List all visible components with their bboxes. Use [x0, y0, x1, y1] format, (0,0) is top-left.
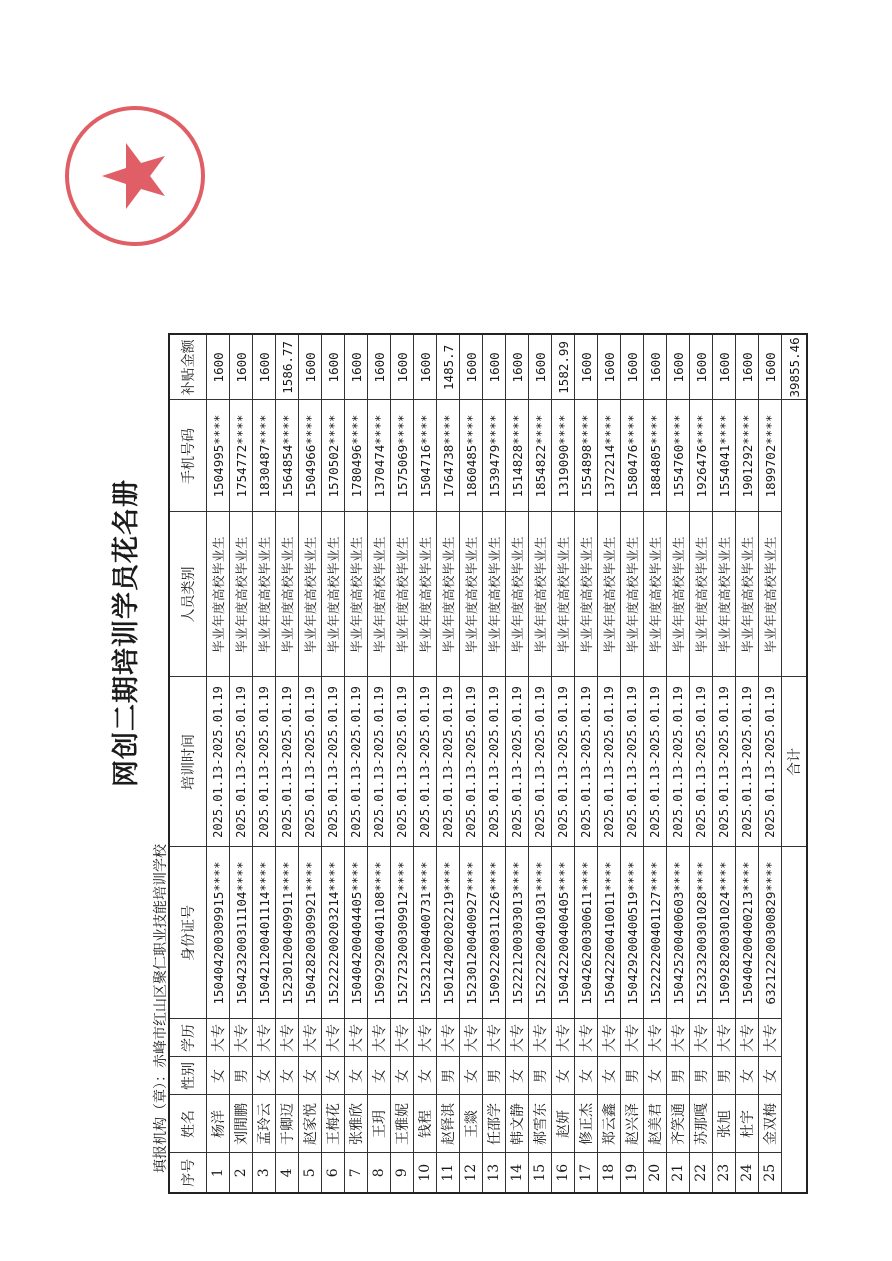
filing-organization: [150, 844, 170, 1173]
row-phone: 1575069****: [391, 400, 414, 512]
row-index: 24: [736, 1153, 759, 1193]
row-name: 杜宇: [736, 1095, 759, 1153]
row-subsidy: 1600: [207, 334, 230, 400]
row-subsidy: 1600: [759, 334, 782, 400]
row-subsidy: 1600: [713, 334, 736, 400]
row-name: 赵家悦: [299, 1095, 322, 1153]
total-row: [782, 334, 808, 1193]
row-phone: 1830487****: [253, 400, 276, 512]
row-category: 毕业年度高校毕业生: [299, 512, 322, 677]
header-gender: 性别: [169, 1057, 207, 1095]
row-education: 大专: [759, 1019, 782, 1057]
table-row: [230, 334, 253, 1193]
row-subsidy: 1600: [529, 334, 552, 400]
row-phone: 1754772****: [230, 400, 253, 512]
row-gender: 女: [253, 1057, 276, 1095]
row-index: 15: [529, 1153, 552, 1193]
row-index: 4: [276, 1153, 299, 1193]
header-index: 序号: [169, 1153, 207, 1193]
table-row: [713, 334, 736, 1193]
row-name: 于卿迈: [276, 1095, 299, 1153]
row-phone: 1564854****: [276, 400, 299, 512]
row-id-number: 150421200401114****: [253, 847, 276, 1019]
row-education: 大专: [437, 1019, 460, 1057]
table-row: [207, 334, 230, 1193]
row-phone: 1926476****: [690, 400, 713, 512]
row-training-time: 2025.01.13-2025.01.19: [713, 677, 736, 847]
row-category: 毕业年度高校毕业生: [552, 512, 575, 677]
roster-body: [207, 334, 782, 1193]
row-training-time: 2025.01.13-2025.01.19: [345, 677, 368, 847]
row-phone: 1319090****: [552, 400, 575, 512]
table-row: [598, 334, 621, 1193]
row-gender: 男: [529, 1057, 552, 1095]
table-row: [253, 334, 276, 1193]
row-id-number: 150428200309921****: [299, 847, 322, 1019]
row-gender: 女: [276, 1057, 299, 1095]
row-education: 大专: [713, 1019, 736, 1057]
row-education: 大专: [207, 1019, 230, 1057]
row-training-time: 2025.01.13-2025.01.19: [437, 677, 460, 847]
row-phone: 1860485****: [460, 400, 483, 512]
row-gender: 男: [713, 1057, 736, 1095]
row-category: 毕业年度高校毕业生: [368, 512, 391, 677]
row-index: 25: [759, 1153, 782, 1193]
row-category: 毕业年度高校毕业生: [598, 512, 621, 677]
row-subsidy: 1600: [253, 334, 276, 400]
row-index: 23: [713, 1153, 736, 1193]
table-row: [529, 334, 552, 1193]
row-name: 金双梅: [759, 1095, 782, 1153]
row-id-number: 150404200404405****: [345, 847, 368, 1019]
row-subsidy: 1586.77: [276, 334, 299, 400]
row-training-time: 2025.01.13-2025.01.19: [483, 677, 506, 847]
row-gender: 女: [552, 1057, 575, 1095]
row-category: 毕业年度高校毕业生: [575, 512, 598, 677]
row-subsidy: 1600: [460, 334, 483, 400]
row-subsidy: 1600: [483, 334, 506, 400]
row-training-time: 2025.01.13-2025.01.19: [253, 677, 276, 847]
row-subsidy: 1600: [391, 334, 414, 400]
total-spacer: [782, 847, 808, 1193]
row-training-time: 2025.01.13-2025.01.19: [368, 677, 391, 847]
header-subsidy: 补贴金额: [169, 334, 207, 400]
table-row: [483, 334, 506, 1193]
row-phone: 1884805****: [644, 400, 667, 512]
row-category: 毕业年度高校毕业生: [207, 512, 230, 677]
row-education: 大专: [690, 1019, 713, 1057]
row-subsidy: 1600: [322, 334, 345, 400]
row-subsidy: 1600: [621, 334, 644, 400]
row-gender: 男: [690, 1057, 713, 1095]
table-row: [644, 334, 667, 1193]
row-phone: 1901292****: [736, 400, 759, 512]
row-category: 毕业年度高校毕业生: [253, 512, 276, 677]
table-row: [276, 334, 299, 1193]
total-label: 合计: [782, 677, 808, 847]
row-index: 11: [437, 1153, 460, 1193]
row-phone: 1504966****: [299, 400, 322, 512]
row-id-number: 150928200301024****: [713, 847, 736, 1019]
row-id-number: 150922200311226****: [483, 847, 506, 1019]
row-id-number: 150422200400405****: [552, 847, 575, 1019]
table-row: [506, 334, 529, 1193]
row-index: 20: [644, 1153, 667, 1193]
table-row: [368, 334, 391, 1193]
row-id-number: 150422200410011****: [598, 847, 621, 1019]
table-row: [759, 334, 782, 1193]
row-index: 18: [598, 1153, 621, 1193]
row-id-number: 150423200311104****: [230, 847, 253, 1019]
row-index: 13: [483, 1153, 506, 1193]
row-training-time: 2025.01.13-2025.01.19: [759, 677, 782, 847]
row-index: 7: [345, 1153, 368, 1193]
row-name: 张雅欣: [345, 1095, 368, 1153]
table-row: [414, 334, 437, 1193]
row-id-number: 152301200400927****: [460, 847, 483, 1019]
row-name: 钱程: [414, 1095, 437, 1153]
row-subsidy: 1600: [414, 334, 437, 400]
row-subsidy: 1582.99: [552, 334, 575, 400]
row-subsidy: 1600: [667, 334, 690, 400]
row-phone: 1504995****: [207, 400, 230, 512]
header-education: 学历: [169, 1019, 207, 1057]
row-education: 大专: [736, 1019, 759, 1057]
row-category: 毕业年度高校毕业生: [230, 512, 253, 677]
row-name: 苏那嘎: [690, 1095, 713, 1153]
row-id-number: 150425200400603****: [667, 847, 690, 1019]
row-training-time: 2025.01.13-2025.01.19: [575, 677, 598, 847]
row-subsidy: 1600: [506, 334, 529, 400]
row-id-number: 152222200401127****: [644, 847, 667, 1019]
seal-stamp: [60, 101, 210, 251]
row-gender: 男: [667, 1057, 690, 1095]
row-index: 21: [667, 1153, 690, 1193]
row-gender: 男: [230, 1057, 253, 1095]
row-phone: 1504716****: [414, 400, 437, 512]
row-education: 大专: [253, 1019, 276, 1057]
row-training-time: 2025.01.13-2025.01.19: [529, 677, 552, 847]
row-index: 2: [230, 1153, 253, 1193]
row-id-number: 632122200300829****: [759, 847, 782, 1019]
row-name: 赵美君: [644, 1095, 667, 1153]
row-subsidy: 1600: [736, 334, 759, 400]
row-training-time: 2025.01.13-2025.01.19: [736, 677, 759, 847]
row-gender: 女: [299, 1057, 322, 1095]
header-row: [169, 334, 207, 1193]
row-category: 毕业年度高校毕业生: [644, 512, 667, 677]
row-training-time: 2025.01.13-2025.01.19: [598, 677, 621, 847]
row-gender: 女: [506, 1057, 529, 1095]
row-training-time: 2025.01.13-2025.01.19: [644, 677, 667, 847]
header-name: 姓名: [169, 1095, 207, 1153]
total-amount: 39855.46: [782, 334, 808, 400]
row-subsidy: 1600: [368, 334, 391, 400]
row-id-number: 150929200401108****: [368, 847, 391, 1019]
row-gender: 女: [644, 1057, 667, 1095]
row-phone: 1764738****: [437, 400, 460, 512]
row-subsidy: 1600: [644, 334, 667, 400]
row-education: 大专: [621, 1019, 644, 1057]
row-phone: 1899702****: [759, 400, 782, 512]
row-category: 毕业年度高校毕业生: [414, 512, 437, 677]
row-id-number: 152222200203214****: [322, 847, 345, 1019]
row-id-number: 152723200309912****: [391, 847, 414, 1019]
row-gender: 女: [391, 1057, 414, 1095]
row-name: 任邵学: [483, 1095, 506, 1153]
row-phone: 1554041****: [713, 400, 736, 512]
row-training-time: 2025.01.13-2025.01.19: [207, 677, 230, 847]
row-category: 毕业年度高校毕业生: [506, 512, 529, 677]
table-row: [437, 334, 460, 1193]
row-category: 毕业年度高校毕业生: [460, 512, 483, 677]
row-name: 王梅花: [322, 1095, 345, 1153]
row-phone: 1780496****: [345, 400, 368, 512]
row-gender: 男: [621, 1057, 644, 1095]
table-row: [345, 334, 368, 1193]
row-phone: 1370474****: [368, 400, 391, 512]
row-id-number: 152323200301028****: [690, 847, 713, 1019]
header-category: 人员类别: [169, 512, 207, 677]
row-training-time: 2025.01.13-2025.01.19: [667, 677, 690, 847]
table-row: [621, 334, 644, 1193]
row-phone: 1554898****: [575, 400, 598, 512]
row-id-number: 152321200400731****: [414, 847, 437, 1019]
table-row: [322, 334, 345, 1193]
row-category: 毕业年度高校毕业生: [322, 512, 345, 677]
row-gender: 女: [368, 1057, 391, 1095]
row-category: 毕业年度高校毕业生: [736, 512, 759, 677]
row-training-time: 2025.01.13-2025.01.19: [414, 677, 437, 847]
row-gender: 男: [483, 1057, 506, 1095]
row-gender: 男: [437, 1057, 460, 1095]
row-category: 毕业年度高校毕业生: [529, 512, 552, 677]
row-name: 赵铎淇: [437, 1095, 460, 1153]
row-training-time: 2025.01.13-2025.01.19: [276, 677, 299, 847]
header-phone: 手机号码: [169, 400, 207, 512]
row-education: 大专: [391, 1019, 414, 1057]
row-phone: 1372214****: [598, 400, 621, 512]
row-name: 修正杰: [575, 1095, 598, 1153]
row-category: 毕业年度高校毕业生: [437, 512, 460, 677]
row-education: 大专: [460, 1019, 483, 1057]
row-education: 大专: [506, 1019, 529, 1057]
row-id-number: 150404200400213****: [736, 847, 759, 1019]
row-education: 大专: [345, 1019, 368, 1057]
row-gender: 女: [460, 1057, 483, 1095]
row-category: 毕业年度高校毕业生: [345, 512, 368, 677]
row-gender: 女: [736, 1057, 759, 1095]
row-subsidy: 1600: [575, 334, 598, 400]
row-category: 毕业年度高校毕业生: [391, 512, 414, 677]
table-row: [299, 334, 322, 1193]
table-row: [552, 334, 575, 1193]
row-subsidy: 1600: [598, 334, 621, 400]
seal-star: [102, 143, 165, 209]
row-gender: 女: [414, 1057, 437, 1095]
row-training-time: 2025.01.13-2025.01.19: [690, 677, 713, 847]
row-name: 郑云鑫: [598, 1095, 621, 1153]
row-education: 大专: [299, 1019, 322, 1057]
row-training-time: 2025.01.13-2025.01.19: [460, 677, 483, 847]
row-training-time: 2025.01.13-2025.01.19: [506, 677, 529, 847]
table-row: [736, 334, 759, 1193]
row-training-time: 2025.01.13-2025.01.19: [391, 677, 414, 847]
row-education: 大专: [230, 1019, 253, 1057]
row-education: 大专: [276, 1019, 299, 1057]
row-phone: 1554760****: [667, 400, 690, 512]
roster-table: [168, 333, 808, 1194]
row-training-time: 2025.01.13-2025.01.19: [299, 677, 322, 847]
row-phone: 1580476****: [621, 400, 644, 512]
row-id-number: 152301200409911****: [276, 847, 299, 1019]
row-education: 大专: [598, 1019, 621, 1057]
row-education: 大专: [667, 1019, 690, 1057]
row-name: 赵兴泽: [621, 1095, 644, 1153]
row-phone: 1514828****: [506, 400, 529, 512]
total-spacer-2: [782, 400, 808, 677]
row-index: 8: [368, 1153, 391, 1193]
row-name: 韩文静: [506, 1095, 529, 1153]
row-category: 毕业年度高校毕业生: [276, 512, 299, 677]
row-education: 大专: [483, 1019, 506, 1057]
row-id-number: 152221200303013****: [506, 847, 529, 1019]
row-id-number: 150124200202219****: [437, 847, 460, 1019]
row-training-time: 2025.01.13-2025.01.19: [621, 677, 644, 847]
row-index: 16: [552, 1153, 575, 1193]
org-label: 填报机构（章）：: [153, 1068, 169, 1173]
row-subsidy: 1600: [345, 334, 368, 400]
row-category: 毕业年度高校毕业生: [667, 512, 690, 677]
row-index: 14: [506, 1153, 529, 1193]
row-training-time: 2025.01.13-2025.01.19: [322, 677, 345, 847]
row-name: 王燚: [460, 1095, 483, 1153]
row-index: 6: [322, 1153, 345, 1193]
row-gender: 女: [207, 1057, 230, 1095]
row-category: 毕业年度高校毕业生: [713, 512, 736, 677]
header-id-number: 身份证号: [169, 847, 207, 1019]
row-id-number: 150426200300611****: [575, 847, 598, 1019]
row-education: 大专: [575, 1019, 598, 1057]
page-title: 网创二期培训学员花名册: [111, 479, 142, 787]
row-phone: 1854822****: [529, 400, 552, 512]
row-education: 大专: [414, 1019, 437, 1057]
row-index: 10: [414, 1153, 437, 1193]
row-name: 郝雪东: [529, 1095, 552, 1153]
row-education: 大专: [644, 1019, 667, 1057]
row-education: 大专: [368, 1019, 391, 1057]
table-row: [460, 334, 483, 1193]
row-subsidy: 1600: [230, 334, 253, 400]
row-index: 5: [299, 1153, 322, 1193]
row-gender: 女: [759, 1057, 782, 1095]
row-subsidy: 1600: [299, 334, 322, 400]
row-index: 9: [391, 1153, 414, 1193]
row-index: 12: [460, 1153, 483, 1193]
row-name: 张旭: [713, 1095, 736, 1153]
row-index: 19: [621, 1153, 644, 1193]
row-gender: 女: [575, 1057, 598, 1095]
row-id-number: 150404200309915****: [207, 847, 230, 1019]
row-index: 22: [690, 1153, 713, 1193]
row-index: 1: [207, 1153, 230, 1193]
row-category: 毕业年度高校毕业生: [759, 512, 782, 677]
row-gender: 女: [322, 1057, 345, 1095]
row-training-time: 2025.01.13-2025.01.19: [552, 677, 575, 847]
table-row: [575, 334, 598, 1193]
row-subsidy: 1600: [690, 334, 713, 400]
row-education: 大专: [322, 1019, 345, 1057]
row-index: 17: [575, 1153, 598, 1193]
row-education: 大专: [529, 1019, 552, 1057]
row-category: 毕业年度高校毕业生: [690, 512, 713, 677]
row-category: 毕业年度高校毕业生: [621, 512, 644, 677]
row-phone: 1570502****: [322, 400, 345, 512]
row-gender: 女: [598, 1057, 621, 1095]
row-id-number: 150429200400519****: [621, 847, 644, 1019]
row-id-number: 152222200401031****: [529, 847, 552, 1019]
table-row: [690, 334, 713, 1193]
table-row: [667, 334, 690, 1193]
row-subsidy: 1485.7: [437, 334, 460, 400]
row-category: 毕业年度高校毕业生: [483, 512, 506, 677]
row-name: 齐笑通: [667, 1095, 690, 1153]
row-name: 王雅妮: [391, 1095, 414, 1153]
row-name: 杨洋: [207, 1095, 230, 1153]
row-name: 孟玲云: [253, 1095, 276, 1153]
row-gender: 女: [345, 1057, 368, 1095]
row-name: 王玥: [368, 1095, 391, 1153]
row-name: 赵妍: [552, 1095, 575, 1153]
row-training-time: 2025.01.13-2025.01.19: [230, 677, 253, 847]
table-row: [391, 334, 414, 1193]
org-name: 赤峰市红山区聚仁职业技能培训学校: [153, 844, 169, 1068]
row-index: 3: [253, 1153, 276, 1193]
row-name: 刘閒鹏: [230, 1095, 253, 1153]
row-phone: 1539479****: [483, 400, 506, 512]
row-education: 大专: [552, 1019, 575, 1057]
header-training-time: 培训时间: [169, 677, 207, 847]
